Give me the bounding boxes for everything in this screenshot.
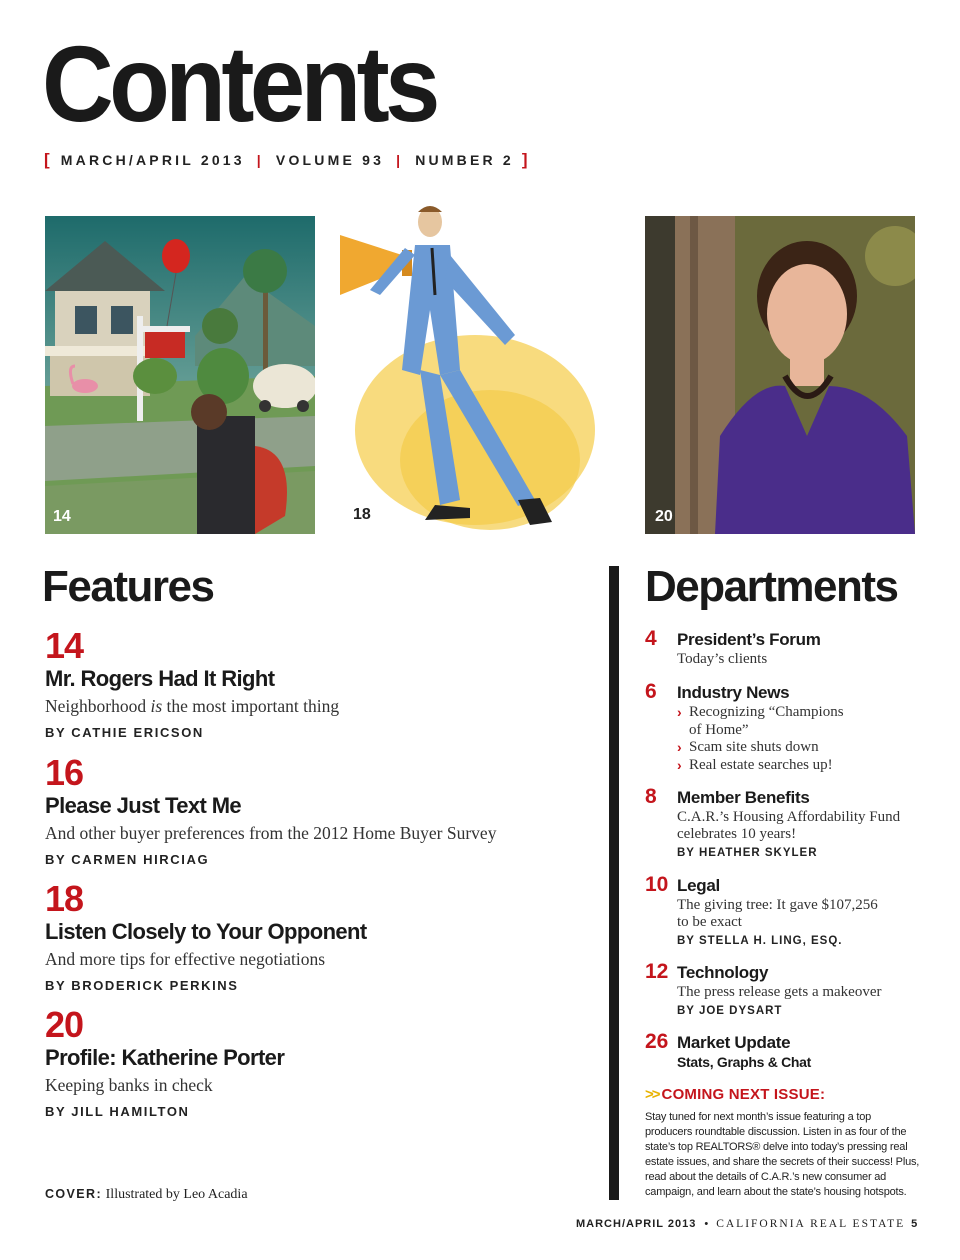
department-page-number: 12 [645, 960, 669, 983]
issue-number: NUMBER 2 [415, 152, 514, 168]
page-footer [576, 1218, 917, 1230]
department-subtitle: The giving tree: It gave $107,256 [677, 897, 878, 913]
department-item[interactable] [645, 627, 925, 668]
feature-page-number: 18 [45, 878, 84, 919]
feature-page-number: 16 [45, 752, 84, 793]
image-page-number: 18 [353, 506, 371, 523]
footer-bullet: • [704, 1218, 709, 1230]
column-divider [609, 566, 619, 1200]
portrait-photo [645, 216, 915, 534]
feature-item[interactable] [45, 1004, 585, 1119]
footer-magazine: CALIFORNIA REAL ESTATE [716, 1218, 906, 1230]
feature-page-number: 20 [45, 1004, 84, 1045]
news-bullet: › Real estate searches up! [677, 756, 833, 773]
feature-image-profile[interactable] [645, 216, 915, 534]
department-subtitle: Today’s clients [677, 651, 768, 667]
department-subtitle: The press release gets a makeover [677, 984, 882, 1000]
department-subtitle: celebrates 10 years! [677, 826, 797, 842]
feature-item[interactable] [45, 878, 585, 993]
department-byline: BY HEATHER SKYLER [677, 847, 818, 859]
feature-description: Keeping banks in check [45, 1075, 213, 1095]
news-bullet: › Recognizing “Champions [677, 704, 844, 720]
house-illustration [45, 216, 315, 534]
department-page-number: 10 [645, 873, 669, 896]
department-item[interactable] [645, 680, 925, 774]
department-item[interactable] [645, 1030, 925, 1070]
coming-next-body: Stay tuned for next month’s issue featuring a top producers roundtable discussion. Listen in as four of the state’s top REALTORS® delve into today’s pressing real estate issues, and share the secrets of their success! Plus, read about the details of C.A.R.’s new consumer ad campaign, and learn about the state’s housing hotspots. [645, 1111, 920, 1198]
feature-title: Please Just Text Me [45, 793, 242, 818]
coming-next-heading: >> COMING NEXT ISSUE: [645, 1086, 826, 1103]
department-page-number: 6 [645, 680, 657, 703]
feature-image-negotiation[interactable] [340, 200, 610, 550]
department-page-number: 4 [645, 627, 657, 650]
department-page-number: 8 [645, 785, 657, 808]
issue-date: MARCH/APRIL 2013 [60, 152, 245, 168]
news-bullet-continuation: of Home” [689, 721, 749, 738]
department-subtitle: Stats, Graphs & Chat [677, 1054, 812, 1070]
feature-item[interactable] [45, 752, 585, 867]
department-title: Industry News [677, 683, 790, 702]
department-page-number: 26 [645, 1030, 669, 1053]
chevron-right-icon: › [677, 756, 682, 773]
feature-byline: BY JILL HAMILTON [45, 1104, 190, 1119]
feature-byline: BY BRODERICK PERKINS [45, 978, 239, 993]
department-subtitle: to be exact [677, 914, 742, 930]
feature-title: Profile: Katherine Porter [45, 1045, 285, 1070]
feature-description: Neighborhood is the most important thing [45, 696, 340, 716]
department-title: Market Update [677, 1033, 791, 1052]
page-title: Contents [42, 23, 436, 144]
department-item[interactable] [645, 960, 925, 1017]
feature-title: Mr. Rogers Had It Right [45, 666, 275, 691]
department-title: President’s Forum [677, 630, 821, 649]
department-title: Technology [677, 963, 769, 982]
department-item[interactable] [645, 785, 925, 859]
issue-volume: VOLUME 93 [275, 152, 385, 168]
image-page-number: 20 [655, 508, 673, 525]
cover-credit [45, 1186, 248, 1203]
footer-page-number: 5 [911, 1218, 918, 1230]
department-subtitle: C.A.R.’s Housing Affordability Fund [677, 809, 901, 825]
departments-heading: Departments [645, 562, 898, 611]
department-byline: BY STELLA H. LING, ESQ. [677, 935, 843, 947]
department-item[interactable] [645, 873, 925, 947]
feature-byline: BY CATHIE ERICSON [45, 725, 204, 740]
chevron-right-icon: › [677, 704, 682, 720]
feature-byline: BY CARMEN HIRCIAG [45, 852, 210, 867]
footer-issue: MARCH/APRIL 2013 [576, 1218, 697, 1230]
feature-title: Listen Closely to Your Opponent [45, 919, 367, 944]
feature-item[interactable] [45, 625, 585, 740]
feature-page-number: 14 [45, 625, 84, 666]
double-chevron-icon: >> [645, 1086, 659, 1103]
cover-label: COVER: [45, 1187, 103, 1201]
cover-text: Illustrated by Leo Acadia [105, 1187, 248, 1202]
issue-info: [ MARCH/APRIL 2013 | VOLUME 93 | NUMBER 2 ] [44, 150, 531, 169]
image-page-number: 14 [53, 508, 71, 525]
megaphone-man-illustration [340, 200, 610, 550]
feature-image-neighborhood[interactable] [45, 216, 315, 534]
chevron-right-icon: › [677, 739, 682, 755]
department-title: Legal [677, 876, 720, 895]
department-title: Member Benefits [677, 788, 810, 807]
features-heading: Features [42, 562, 214, 611]
news-bullet: › Scam site shuts down [677, 739, 819, 755]
department-byline: BY JOE DYSART [677, 1005, 783, 1017]
feature-description: And other buyer preferences from the 2012 Home Buyer Survey [45, 823, 497, 843]
feature-description: And more tips for effective negotiations [45, 949, 326, 969]
